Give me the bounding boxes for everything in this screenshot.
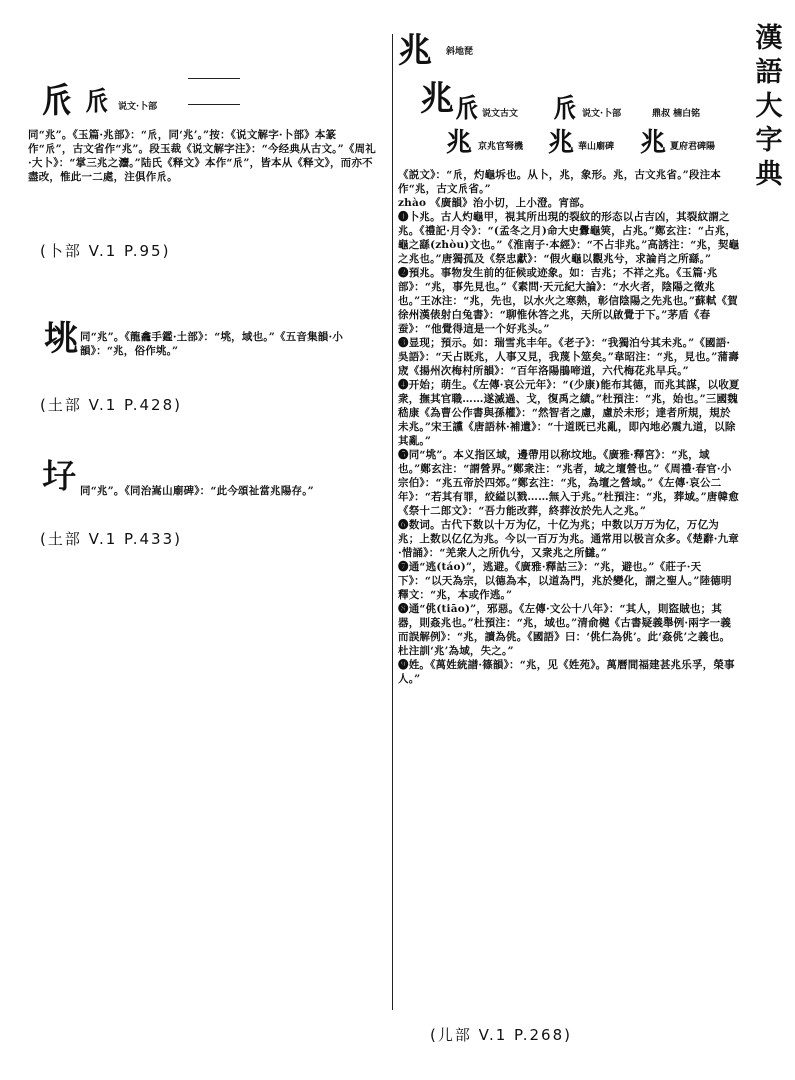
form-label-xiafu: 夏府君碑陽 bbox=[670, 142, 716, 152]
entry1-head-character: 𠂢 bbox=[40, 81, 74, 121]
entry2-handwritten-note: (土部 V.1 P.428) bbox=[40, 396, 182, 414]
top-rule-left bbox=[188, 78, 240, 79]
entry1-definition: 同“兆”。《玉篇·兆部》：“𠂢，同‘兆’。”按：《说文解字·卜部》本篆作“𠂢”，古文省作“兆”。段玉裁《说文解字注》：“今经典从古文。”《周礼·大卜》：“掌三兆之灋。”陆氏《释文》本作“𠂢”，皆本从《释文》，而亦不盡改，惟此一二處，注俱作𠂢。 bbox=[28, 129, 376, 183]
sense-5: ❺同“垗”。本义指区域，邊帶用以称坟地。《廣雅·釋宮》：“兆，域也。”鄭玄注：“謂營界。”鄭衆注：“兆者，域之壇營也。”《周禮·春官·小宗伯》：“兆五帝於四郊。”鄭玄注：“兆，為壇之營域。”《左傳·哀公二年》：“若其有罪，絞縊以戮……無入于兆。”杜預注：“兆，葬域。”唐韓愈《祭十二郎文》：“吾力能改葬，終葬汝於先人之兆。” bbox=[398, 449, 739, 517]
form-label-huashan: 華山廟碑 bbox=[578, 142, 615, 152]
sense-9: ❾姓。《萬姓統譜·篠韻》：“兆，见《姓苑》。萬曆間福建甚兆乐孚，榮事人。” bbox=[398, 659, 735, 685]
entry3-handwritten-note: (土部 V.1 P.433) bbox=[40, 530, 182, 548]
column-divider bbox=[392, 34, 393, 1010]
sense-2: ❷預兆。事物发生前的征候或迹象。如：吉兆；不祥之兆。《玉篇·兆部》：“兆，事先見也。”《素問·天元紀大論》：“水火者，陰陽之徵兆也。”王冰注：“兆，先也，以水火之寒熱，彰信陰陽之先兆也。”蘇軾《賀徐州漢俵射白兔書》：“聊惟休答之兆，天所以啟覺于下。”茅盾《春蚕》：“他覺得這是一个好兆头。” bbox=[398, 267, 738, 335]
main-head-source: 斜地琵 bbox=[446, 47, 474, 57]
entry3-definition: 同“兆”。《同治嵩山廟碑》：“此今頌祉當兆陽存。” bbox=[80, 485, 314, 497]
entry1-seal-form: 𠂢 bbox=[84, 87, 111, 117]
title-char: 大 bbox=[755, 91, 783, 122]
dictionary-title-vertical bbox=[752, 22, 786, 192]
definitions-block bbox=[398, 168, 740, 686]
title-char: 典 bbox=[755, 159, 783, 190]
pronunciation-line: zhào 《廣韻》治小切，上小澄。宵部。 bbox=[398, 197, 591, 209]
form-glyph-seal-ancient: 𠂢 bbox=[454, 94, 481, 124]
form-glyph-seal-bu: 𠂢 bbox=[552, 94, 579, 124]
title-char: 漢 bbox=[755, 23, 783, 54]
entry1-source-label: 说文·卜部 bbox=[118, 102, 158, 112]
form-label-bu: 说文·卜部 bbox=[582, 109, 622, 119]
sense-8: ❽通“佻(tiāo)”，邪惡。《左傳·文公十八年》：“其人，則盜賊也；其器，則姦兆也。”杜預注：“兆，域也。”清俞樾《古書疑義舉例·兩字一義而誤解例》：“兆，讀為佻。《國語》曰：‘佻仁為佻’。此‘姦佻’之義也。杜注訓‘兆’為域，失之。” bbox=[398, 603, 732, 657]
entry1-rule bbox=[188, 104, 240, 105]
sense-1: ❶卜兆。古人灼龜甲，視其所出現的裂紋的形态以占吉凶，其裂紋謂之兆。《禮記·月令》：“(孟冬之月)命大史釁龜筴，占兆。”鄭玄注：“占兆，龜之繇(zhòu)文也。”《淮南子·本經》：“不占非兆。”高誘注：“兆，契龜之兆也。”唐獨孤及《祭忠獻》：“假火龜以觀兆兮，求論肖之所繇。” bbox=[398, 211, 740, 265]
entry1-handwritten-note: (卜部 V.1 P.95) bbox=[40, 242, 171, 260]
form-label-ancient: 说文古文 bbox=[482, 109, 519, 119]
sense-6: ❻数词。古代下数以十万为亿，十亿为兆；中数以万万为亿，万亿为兆；上数以亿亿为兆。今以一百万为兆。通常用以极言众多。《楚辭·九章·惜誦》：“羌衆人之所仇兮，又衆兆之所讎。” bbox=[398, 519, 740, 559]
form-glyph-large: 兆 bbox=[420, 79, 454, 119]
main-head-character: 兆 bbox=[398, 31, 432, 71]
form-glyph-xiafu: 兆 bbox=[640, 128, 667, 158]
entry3-head-character: 𡉗 bbox=[42, 457, 76, 497]
sense-3: ❸显现；預示。如：瑞雪兆丰年。《老子》：“我獨泊兮其未兆。”《國語·吳語》：“天占既兆，人事又見，我蔑卜筮矣。”韋昭注：“兆，見也。”蒲壽宬《揚州次梅村所韻》：“百年洛陽鵑啼道，六代梅花兆早兵。” bbox=[398, 337, 739, 377]
form-glyph-crossbow: 兆 bbox=[446, 128, 473, 158]
entry2-head-character: 垗 bbox=[44, 319, 78, 359]
entry2-definition: 同“兆”。《龍龕手鑑·土部》：“垗，域也。”《五音集韻·小韻》：“兆，俗作垗。” bbox=[80, 331, 344, 357]
sense-4: ❹开始；萌生。《左傳·哀公元年》：“(少康)能布其德，而兆其謀，以收夏衆，撫其官職……遂滅過、戈，復禹之績。”杜預注：“兆，始也。”三國魏嵇康《為曹公作書與孫權》：“然智者之慮，慮於未形；達者所規，規於未兆。”宋王讜《唐語林·補遺》：“十道既已兆亂，即內地必震九道，以除其亂。” bbox=[398, 379, 740, 447]
form-glyph-huashan: 兆 bbox=[548, 128, 575, 158]
sense-7: ❼通“逃(táo)”，逃避。《廣雅·釋詁三》：“兆，避也。”《莊子·天下》：“以天為宗，以德為本，以道為門，兆於變化，謂之聖人。”陸德明釋文：“兆，本或作逃。” bbox=[398, 561, 732, 601]
title-char: 字 bbox=[755, 125, 783, 156]
form-label-bronze: 鼎叔 楠白铭 bbox=[652, 109, 701, 119]
form-label-crossbow: 京兆官弩機 bbox=[478, 142, 524, 152]
shuowen-citation: 《説文》：“𠂢，灼龜坼也。从卜，兆，象形。兆，古文兆省。”段注本作“兆，古文𠂢省。” bbox=[398, 169, 721, 195]
title-char: 語 bbox=[755, 57, 783, 88]
main-handwritten-note: (儿部 V.1 P.268) bbox=[430, 1026, 572, 1044]
